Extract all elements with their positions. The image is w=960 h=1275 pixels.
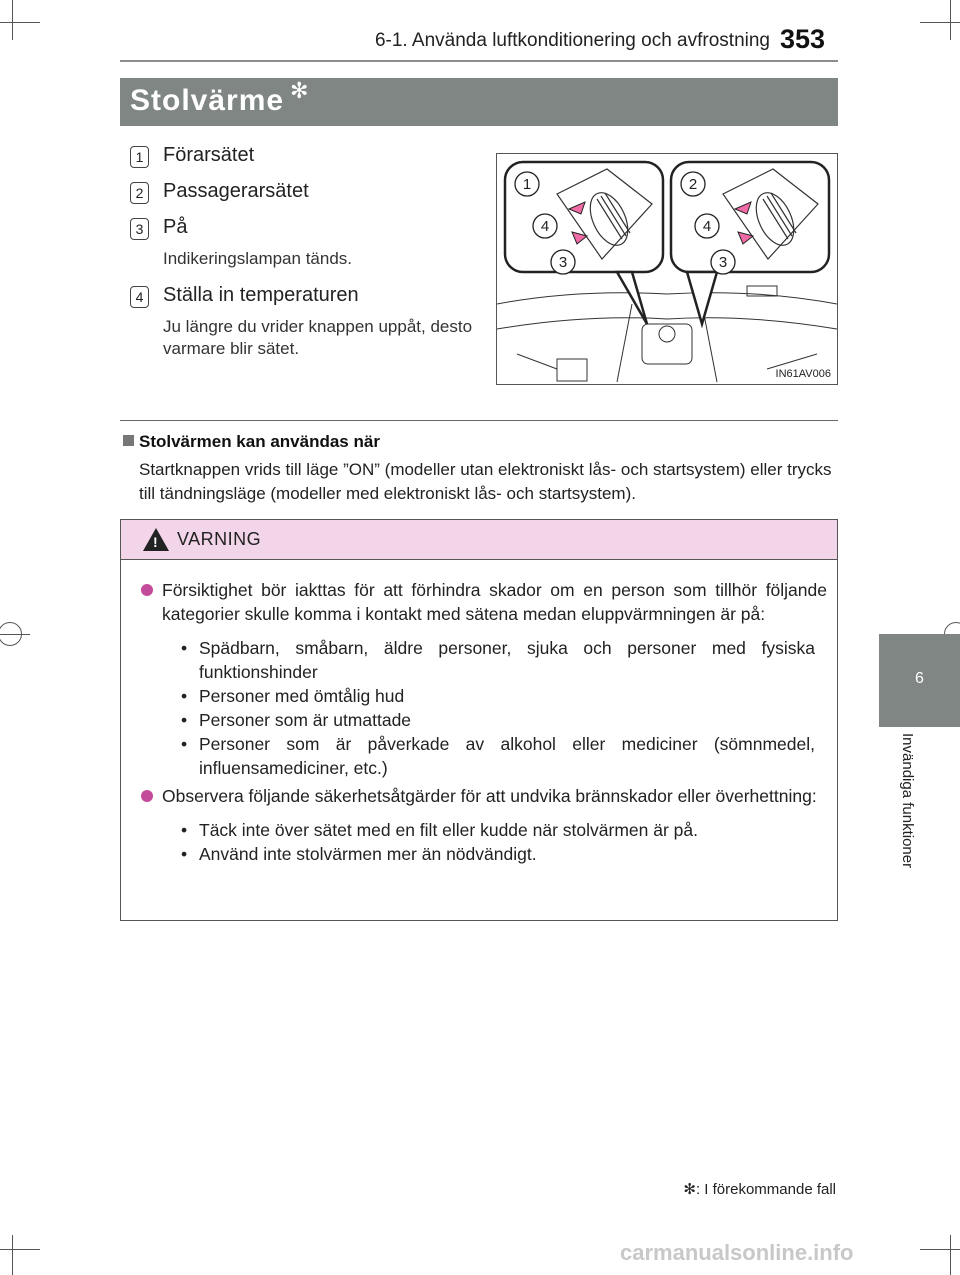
figure-label: 3 xyxy=(718,254,728,271)
warning-title: VARNING xyxy=(177,529,262,549)
callout-number: 3 xyxy=(130,218,149,240)
section-title-star: ✻ xyxy=(290,78,309,103)
footnote-star: ✻ xyxy=(683,1181,696,1198)
warning-item-text: Observera följande säkerhetsåtgärder för att undvika brännskador eller överhettning: xyxy=(162,786,817,806)
info-heading-text: Stolvärmen kan användas när xyxy=(139,432,380,451)
footnote-text: : I förekommande fall xyxy=(695,1181,836,1198)
callout-item xyxy=(120,176,490,212)
header-rule xyxy=(120,60,838,62)
callout-label: Förarsätet xyxy=(163,144,255,166)
section-divider xyxy=(120,420,838,421)
list-item: • Använd inte stolvärmen mer än nödvändigt. xyxy=(181,844,537,864)
callout-label: Ställa in temperaturen xyxy=(163,284,359,306)
bullet-dot-icon xyxy=(141,790,153,802)
warning-item xyxy=(141,784,827,866)
warning-bullet-list xyxy=(181,818,827,866)
chapter-number: 6 xyxy=(915,670,924,687)
callout-note: Ju längre du vrider knappen uppåt, desto varmare blir sätet. xyxy=(163,317,473,358)
warning-triangle-icon: ! xyxy=(143,528,169,551)
heading-square-icon xyxy=(123,435,134,446)
warning-header xyxy=(121,520,837,560)
seat-heater-illustration xyxy=(496,153,838,385)
list-item: • Spädbarn, småbarn, äldre personer, sjuka och personer med fysiska funktionshinder xyxy=(181,638,815,682)
figure-label: 4 xyxy=(702,218,712,235)
callout-number: 4 xyxy=(130,286,149,308)
figure-code: IN61AV006 xyxy=(775,368,831,380)
running-header: 6-1. Använda luftkonditionering och avfrostning xyxy=(374,30,770,51)
info-body: Startknappen vrids till läge ”ON” (modeller utan elektroniskt lås- och startsystem) eller trycks till tändningsläge (modeller med elektroniskt lås- och startsystem). xyxy=(139,460,832,503)
list-item: • Täck inte över sätet med en filt eller kudde när stolvärmen är på. xyxy=(181,820,698,840)
footnote xyxy=(640,1180,836,1198)
warning-body xyxy=(121,560,837,866)
figure-label: 4 xyxy=(540,218,550,235)
warning-bullet-list xyxy=(181,636,827,780)
illustration-drawing xyxy=(497,154,837,384)
callout-item xyxy=(120,280,490,316)
callout-number: 2 xyxy=(130,182,149,204)
bullet-dot-icon xyxy=(141,584,153,596)
watermark: carmanualsonline.info xyxy=(620,1240,854,1265)
figure-label: 1 xyxy=(522,176,532,193)
chapter-label: Invändiga funktioner xyxy=(899,733,916,869)
list-item: • Personer som är utmattade xyxy=(181,710,412,730)
list-item: • Personer som är påverkade av alkohol eller mediciner (sömnmedel, influensamediciner, etc.) xyxy=(181,734,815,778)
callout-number: 1 xyxy=(130,146,149,168)
chapter-tab xyxy=(879,634,960,727)
section-title: Stolvärme xyxy=(130,84,285,117)
callout-item xyxy=(120,140,490,176)
callout-label: På xyxy=(163,216,188,238)
warning-box xyxy=(120,519,838,921)
warning-item-text: Försiktighet bör iakttas för att förhindra skador om en person som tillhör följande kategorier skulle komma i kontakt med sätena medan eluppvärmningen är på: xyxy=(162,580,827,624)
figure-label: 2 xyxy=(688,176,698,193)
warning-item xyxy=(141,578,827,780)
page-number: 353 xyxy=(780,24,826,54)
list-item: • Personer med ömtålig hud xyxy=(181,686,405,706)
callout-list xyxy=(120,140,490,370)
info-heading xyxy=(123,432,380,452)
callout-label: Passagerarsätet xyxy=(163,180,309,202)
figure-label: 3 xyxy=(558,254,568,271)
callout-note: Indikeringslampan tänds. xyxy=(163,249,353,268)
callout-item xyxy=(120,212,490,248)
section-title-band xyxy=(120,78,838,126)
